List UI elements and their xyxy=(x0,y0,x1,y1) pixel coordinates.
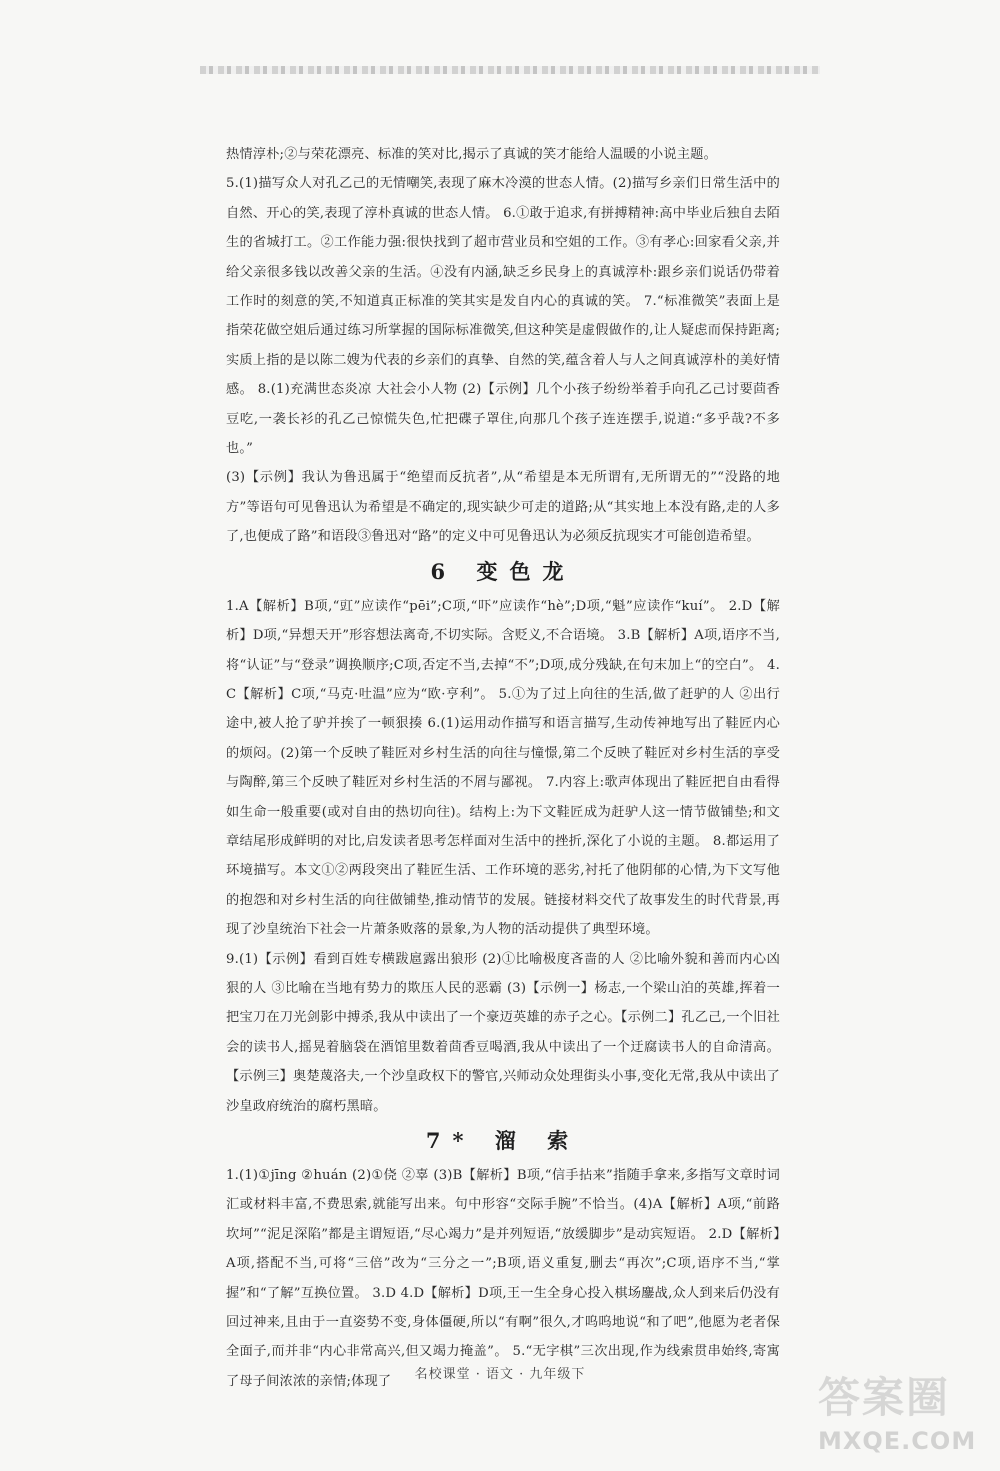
answer-paragraph: 5.(1)描写众人对孔乙己的无情嘲笑,表现了麻木冷漠的世态人情。(2)描写乡亲们日常生活中的自然、开心的笑,表现了淳朴真诚的世态人情。 6.①敢于追求,有拼搏精神:高中毕业后独自去陌生的省城打工。②工作能力强:很快找到了超市营业员和空姐的工作。③有孝心:回家看父亲,并给父亲很多钱以改善父亲的生活。④没有内涵,缺乏乡民身上的真诚淳朴:跟乡亲们说话仍带着工作时的刻意的笑,不知道真正标准的笑其实是发自内心的真诚的笑。 7.“标准微笑”表面上是指荣花做空姐后通过练习所掌握的国际标准微笑,但这种笑是虚假做作的,让人疑虑而保持距离;实质上指的是以陈二嫂为代表的乡亲们的真挚、自然的笑,蕴含着人与人之间真诚淳朴的美好情感。 8.(1)充满世态炎凉 大社会小人物 (2)【示例】几个小孩子纷纷举着手向孔乙己讨要茴香豆吃,一袭长衫的孔乙己惊慌失色,忙把碟子罩住,向那几个孩子连连摆手,说道:“多乎哉?不多也。” xyxy=(226,176,780,457)
answer-paragraph: 1.(1)①jīng ②huán (2)①侥 ②辜 (3)B【解析】B项,“信手拈来”指随手拿来,多指写文章时词汇或材料丰富,不费思索,就能写出来。句中形容“交际手腕”不恰当。(4)A【解析】A项,“前路坎坷”“泥足深陷”都是主谓短语,“尽心竭力”是并列短语,“放缓脚步”是动宾短语。 2.D【解析】A项,搭配不当,可将“三倍”改为“三分之一”;B项,语义重复,删去“再次”;C项,语序不当,“掌握”和“了解”互换位置。 3.D 4.D【解析】D项,王一生全身心投入棋场鏖战,众人到来后仍没有回过神来,且由于一直姿势不变,身体僵硬,所以“有啊”很久,才呜呜地说“和了吧”,他愿为老者保全面子,而并非“内心非常高兴,但又竭力掩盖”。 5.“无字棋”三次出现,作为线索贯串始终,寄寓了母子间浓浓的亲情;体现了 xyxy=(226,1168,780,1389)
answer-paragraph: (3)【示例】我认为鲁迅属于“绝望而反抗者”,从“希望是本无所谓有,无所谓无的”“没路的地方”等语句可见鲁迅认为希望是不确定的,现实缺少可走的道路;从“其实地上本没有路,走的人多了,也便成了路”和语段③鲁迅对“路”的定义中可见鲁迅认为必须反抗现实才可能创造希望。 xyxy=(226,470,780,545)
answer-paragraph: 9.(1)【示例】看到百姓专横跋扈露出狼形 (2)①比喻极度吝啬的人 ②比喻外貌和善而内心凶狠的人 ③比喻在当地有势力的欺压人民的恶霸 (3)【示例一】杨志,一个梁山泊的英雄,挥着一把宝刀在刀光剑影中搏杀,我从中读出了一个豪迈英雄的赤子之心。【示例二】孔乙己,一个旧社会的读书人,摇晃着脑袋在酒馆里数着茴香豆喝酒,我从中读出了一个迂腐读书人的自命清高。【示例三】奥楚蔑洛夫,一个沙皇政权下的警官,兴师动众处理街头小事,变化无常,我从中读出了沙皇政府统治的腐朽黑暗。 xyxy=(226,951,780,1114)
section-title: 7* 溜 索 xyxy=(425,1128,581,1153)
answer-page xyxy=(226,140,780,1396)
scan-artifact xyxy=(200,66,820,74)
answer-paragraph: 1.A【解析】B项,“豇”应读作“pēi”;C项,“吓”应读作“hè”;D项,“魁”应读作“kuí”。 2.D【解析】D项,“异想天开”形容想法离奇,不切实际。含贬义,不合语境。 3.B【解析】A项,语序不当,将“认证”与“登录”调换顺序;C项,否定不当,去掉“不”;D项,成分残缺,在句末加上“的空白”。 4.C【解析】C项,“马克·吐温”应为“欧·亨利”。 5.①为了过上向往的生活,做了赶驴的人 ②出行途中,被人抢了驴并挨了一顿狠揍 6.(1)运用动作描写和语言描写,生动传神地写出了鞋匠内心的烦闷。(2)第一个反映了鞋匠对乡村生活的向往与憧憬,第二个反映了鞋匠对乡村生活的享受与陶醉,第三个反映了鞋匠对乡村生活的不屑与鄙视。 7.内容上:歌声体现出了鞋匠把自由看得如生命一般重要(或对自由的热切向往)。结构上:为下文鞋匠成为赶驴人这一情节做铺垫;和文章结尾形成鲜明的对比,启发读者思考怎样面对生活中的挫折,深化了小说的主题。 8.都运用了环境描写。本文①②两段突出了鞋匠生活、工作环境的恶劣,衬托了他阴郁的心情,为下文写他的抱怨和对乡村生活的向往做铺垫,推动情节的发展。链接材料交代了故事发生的时代背景,再现了沙皇统治下社会一片萧条败落的景象,为人物的活动提供了典型环境。 xyxy=(226,598,780,938)
answer-paragraph: 热情淳朴;②与荣花漂亮、标准的笑对比,揭示了真诚的笑才能给人温暖的小说主题。 xyxy=(226,147,717,162)
page-footer: 名校课堂 · 语文 · 九年级下 xyxy=(414,1367,586,1382)
watermark-text: 答案圈 xyxy=(818,1373,951,1422)
section-title: 6 变色龙 xyxy=(430,558,576,584)
watermark-url: MXQE.COM xyxy=(818,1427,977,1455)
watermark-logo xyxy=(818,1370,978,1470)
